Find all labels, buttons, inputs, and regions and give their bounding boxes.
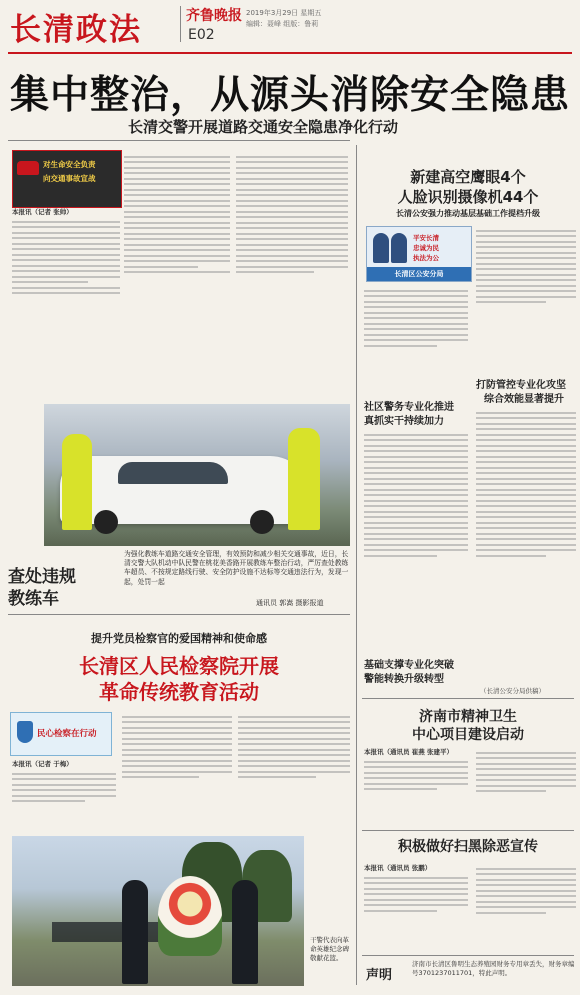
- notice-text: 济南市长清区鲁明生态养殖园财务专用章丢失，财务章编号3701237011701，特此声明。: [412, 960, 575, 977]
- right-top-col-1: [364, 286, 468, 394]
- paper-name: 齐鲁晚报: [186, 8, 242, 24]
- right-top-headline-1: 新建高空鹰眼4个: [410, 168, 526, 186]
- notice-title: 声明: [366, 968, 393, 983]
- procuratorate-headline-2: 革命传统教育活动: [99, 680, 259, 704]
- lead-subhead: 长清交警开展道路交通安全隐患净化行动: [128, 118, 399, 136]
- section-a-title-1: 社区警务专业化推进: [364, 402, 454, 413]
- procuratorate-col-1: [12, 760, 116, 830]
- masthead: [0, 0, 580, 50]
- section-a-body: [364, 430, 468, 652]
- memorial-photo-caption: 干警代表向革命英雄纪念碑敬献花篮。: [310, 936, 349, 962]
- traffic-police-photo: [44, 404, 350, 546]
- health-rule: [362, 698, 574, 699]
- memorial-photo: [12, 836, 304, 986]
- badge-line-2: 向交通事故宣战: [43, 174, 96, 183]
- officer-figure: [232, 880, 258, 984]
- section-b-body: [476, 408, 576, 670]
- photo-story-caption: 为强化教练车道路交通安全管理，有效预防和减少相关交通事故，近日，长清交警大队机动中队民警在桃花美香路开展教练车整治行动，严厉查处教练车超员、不按规定路线行驶、安全防护设施不达标等交通违法行为，发现一起，处罚一起: [124, 550, 349, 586]
- health-headline-2: 中心项目建设启动: [412, 727, 524, 743]
- lead-byline: 本报讯（记者 张帅）: [12, 208, 73, 216]
- badge-line-1: 对生命安全负责: [43, 160, 96, 169]
- notice-rule: [362, 955, 574, 956]
- masthead-rule: [8, 52, 572, 54]
- health-byline: 本报讯（通讯员 崔燕 张建平）: [364, 748, 454, 756]
- right-top-credit: （长清公安分局供稿）: [480, 687, 545, 695]
- sweep-col-2: [476, 864, 576, 952]
- photo-story-headline-1: 查处违规: [8, 567, 76, 587]
- right-top-headline-2: 人脸识别摄像机44个: [397, 188, 539, 206]
- officer-figure: [122, 880, 148, 984]
- flower-basket-icon: [158, 876, 222, 956]
- section-title: 长清政法: [10, 12, 142, 48]
- masthead-divider: [180, 6, 181, 42]
- editor-line: 编辑：聂峰 组版：鲁莉: [246, 20, 319, 28]
- banner-line-2: 忠诚为民: [413, 244, 439, 252]
- procuratorate-col-2: [122, 712, 232, 830]
- column-divider: [356, 145, 357, 985]
- banner-line-1: 平安长清: [413, 234, 439, 242]
- officer-right: [288, 428, 320, 530]
- banner-line-3: 执法为公: [413, 254, 439, 262]
- sweep-col-1: [364, 864, 468, 952]
- photo-story-headline-2: 教练车: [8, 589, 59, 609]
- procuratorate-byline: 本报讯（记者 于梅）: [12, 760, 73, 768]
- lead-column-1: [12, 208, 120, 348]
- shield-icon: [17, 721, 33, 743]
- lead-column-2: [124, 152, 230, 372]
- sweep-headline: 积极做好扫黑除恶宣传: [398, 839, 538, 855]
- procuratorate-badge: [10, 712, 112, 756]
- police-figure-icon: [373, 233, 389, 263]
- banner-footer: 长清区公安分局: [367, 267, 471, 281]
- wheel-icon: [94, 510, 118, 534]
- sweep-byline: 本报讯（通讯员 张鹏）: [364, 864, 432, 872]
- photo-story-credit: 通讯员 郭嵩 摄影报道: [256, 599, 324, 607]
- procuratorate-kicker: 提升党员检察官的爱国精神和使命感: [91, 632, 267, 645]
- wheel-icon: [250, 510, 274, 534]
- car-window: [118, 462, 228, 484]
- car-icon: [17, 161, 39, 175]
- photo-story-rule: [8, 614, 350, 615]
- procuratorate-badge-text: 民心检察在行动: [37, 729, 97, 739]
- right-top-col-2: [476, 226, 576, 366]
- procuratorate-col-3: [238, 712, 350, 830]
- procuratorate-headline-1: 长清区人民检察院开展: [79, 654, 279, 678]
- section-c-title-1: 基础支撑专业化突破: [364, 660, 454, 671]
- officer-left: [62, 434, 92, 530]
- health-col-2: [476, 748, 576, 826]
- issue-date: 2019年3月29日 星期五: [246, 9, 322, 17]
- lead-headline: 集中整治，从源头消除安全隐患: [10, 73, 571, 118]
- sweep-rule: [362, 830, 574, 831]
- section-b-title-1: 打防管控专业化攻坚: [476, 380, 566, 391]
- police-banner: [366, 226, 472, 282]
- section-a-title-2: 真抓实干持续加力: [364, 416, 444, 427]
- lead-badge: [12, 150, 122, 208]
- section-c-title-2: 警能转换升级转型: [364, 674, 444, 685]
- health-headline-1: 济南市精神卫生: [419, 709, 517, 725]
- lead-rule: [8, 140, 350, 141]
- section-b-title-2: 综合效能显著提升: [484, 394, 564, 405]
- police-figure-icon: [391, 233, 407, 263]
- health-col-1: [364, 748, 468, 826]
- right-top-subhead: 长清公安强力推动基层基础工作提档升级: [396, 209, 540, 218]
- page-number: E02: [188, 27, 215, 43]
- lead-column-3: [236, 152, 348, 372]
